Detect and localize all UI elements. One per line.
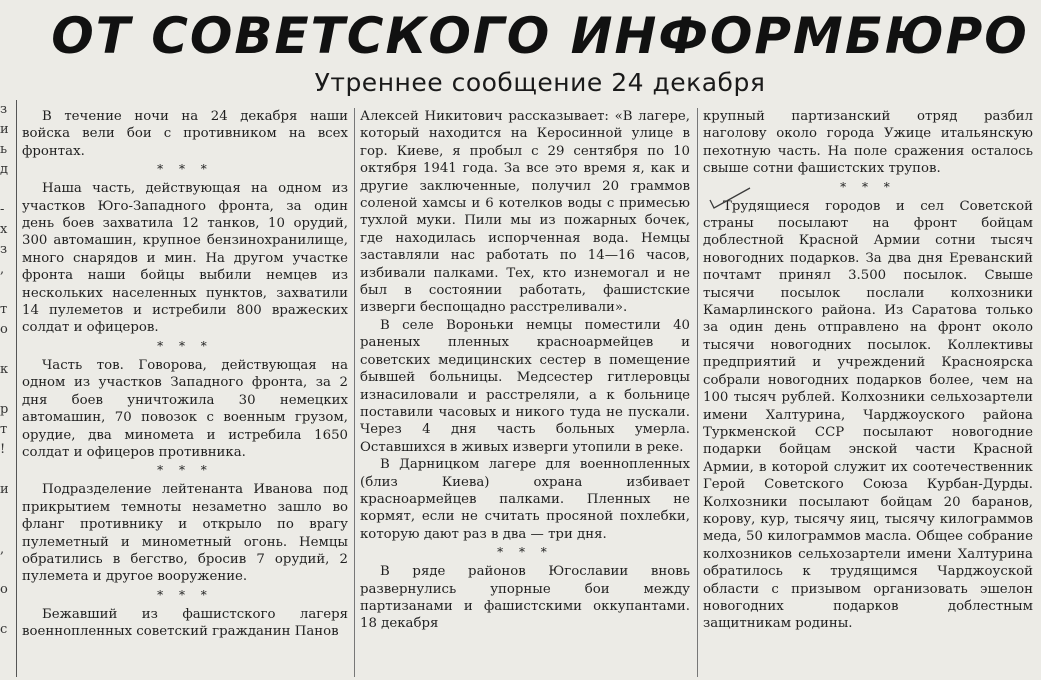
- margin-fragment: з: [0, 102, 8, 117]
- paragraph: Часть тов. Говорова, действующая на одном из участков Западного фронта, за 2 дня боев уничтожила 30 немецких автомашин, 70 повозок с военным грузом, орудие, два миномета и истребила 1650 солдат и офицеров противника.: [22, 357, 348, 460]
- margin-fragment: [0, 660, 14, 680]
- section-separator: * * *: [157, 587, 213, 602]
- margin-fragment: х: [0, 222, 8, 237]
- margin-fragment: [0, 640, 14, 660]
- column-divider: [354, 108, 355, 677]
- margin-fragment: [0, 380, 14, 400]
- margin-fragment: ,: [0, 262, 5, 277]
- pencil-checkmark-icon: [708, 186, 752, 210]
- margin-fragment: и: [0, 482, 9, 497]
- section-separator: * * *: [157, 338, 213, 353]
- margin-fragment: о: [0, 322, 8, 337]
- margin-fragment: о: [0, 582, 8, 597]
- section-separator: * * *: [497, 545, 553, 560]
- margin-fragment: р: [0, 402, 9, 417]
- page-title: ОТ СОВЕТСКОГО ИНФОРМБЮРО: [51, 7, 1029, 65]
- left-column-rule: [16, 100, 17, 677]
- margin-fragment: т: [0, 422, 8, 437]
- column-divider: [697, 108, 698, 677]
- left-margin-fragments: [0, 100, 14, 677]
- article-column-1: [22, 108, 348, 677]
- margin-fragment: и: [0, 122, 9, 137]
- margin-fragment: [0, 340, 14, 360]
- margin-fragment: с: [0, 622, 8, 637]
- margin-fragment: д: [0, 162, 9, 177]
- paragraph: В селе Вороньки немцы поместили 40 раненых пленных красноармейцев и советских медицинских сестер в помещение бывшей больницы. Медсестер гитлеровцы изнасиловали и расстреляли, а к больнице поставили часовых и никого туда не пускали. Через 4 дня часть больных умерла. Оставшихся в живых изверги утопили в реке.: [360, 317, 690, 455]
- margin-fragment: ,: [0, 542, 5, 557]
- margin-fragment: !: [0, 442, 6, 457]
- paragraph: В Дарницком лагере для военнопленных (близ Киева) охрана избивает красноармейцев палками. Пленных не кормят, если не считать просяной похлебки, которую дают раз в два — три дня.: [360, 457, 690, 542]
- margin-fragment: т: [0, 302, 8, 317]
- paragraph: Наша часть, действующая на одном из участков Юго-Западного фронта, за один день боев захватила 12 танков, 10 орудий, 300 автомашин, крупное бензинохранилище, много снарядов и мин. На другом участке фронта наши бойцы выбили немцев из нескольких населенных пунктов, захватили 14 пулеметов и истребили 800 вражеских солдат и офицеров.: [22, 181, 348, 336]
- page-subtitle: Утреннее сообщение 24 декабря: [314, 68, 766, 97]
- article-column-2: [360, 108, 690, 677]
- margin-fragment: [0, 500, 14, 520]
- margin-fragment: [0, 560, 14, 580]
- section-separator: * * *: [157, 162, 213, 177]
- margin-fragment: к: [0, 362, 9, 377]
- margin-fragment: [0, 180, 14, 200]
- margin-fragment: ь: [0, 142, 8, 157]
- paragraph: В течение ночи на 24 декабря наши войска вели бои с противником на всех фронтах.: [22, 109, 348, 159]
- section-separator: * * *: [157, 463, 213, 478]
- paragraph: Трудящиеся городов и сел Советской страны посылают на фронт бойцам доблестной Красной Армии сотни тысяч новогодних подарков. За два дня Ереванский почтамт принял 3.500 посылок. Свыше тысячи посылок послали колхозники Камарлинского района. Из Саратова только за один день отправлено на фронт около тысячи новогодних посылок. Коллективы предприятий и учреждений Красноярска собрали новогодних подарков более, чем на 100 тысяч рублей. Колхозники сельхозартели имени Халтурина, Чарджоуского района Туркменской ССР посылают новогодние подарки бойцам энской части Красной Армии, в которой служит их соотечественник Герой Советского Союза Курбан-Дурды. Колхозники посылают бойцам 20 баранов, корову, кур, тысячу яиц, тысячу килограммов меда, 50 килограммов масла. Общее собрание колхозников сельхозартели имени Халтурина обратилось к трудящимся Чарджоуской области с призывом организовать эшелон новогодних подарков доблестным защитникам родины.: [703, 198, 1033, 632]
- section-separator: * * *: [840, 179, 896, 194]
- article-column-3: [703, 108, 1033, 677]
- margin-fragment: -: [0, 202, 5, 217]
- paragraph: Алексей Никитович рассказывает: «В лагере, который находится на Керосинной улице в гор. Киеве, я пробыл с 29 сентября по 10 октября 1941 года. За все это время я, как и другие заключенные, получил 20 граммов соленой хамсы и 6 котелков воды с примесью тухлой муки. Пили мы из пожарных бочек, где находилась испорченная вода. Немцы заставляли нас работать по 14—16 часов, избивали палками. Тех, кто изнемогал и не был в состоянии работать, фашистские изверги беспощадно расстреливали».: [360, 109, 690, 316]
- paragraph: В ряде районов Югославии вновь развернулись упорные бои между партизанами и фашистскими оккупантами. 18 декабря: [360, 564, 690, 632]
- margin-fragment: з: [0, 242, 8, 257]
- margin-fragment: [0, 460, 14, 480]
- paragraph: Бежавший из фашистского лагеря военнопленных советский гражданин Панов: [22, 606, 348, 640]
- paragraph: крупный партизанский отряд разбил наголову около города Ужице итальянскую пехотную часть. На поле сражения осталось свыше сотни фашистских трупов.: [703, 109, 1033, 177]
- margin-fragment: [0, 600, 14, 620]
- margin-fragment: [0, 280, 14, 300]
- paragraph: Подразделение лейтенанта Иванова под прикрытием темноты незаметно зашло во фланг противнику и открыло по врагу пулеметный и минометный огонь. Немцы обратились в бегство, бросив 7 орудий, 2 пулемета и другое вооружение.: [22, 482, 348, 585]
- margin-fragment: [0, 520, 14, 540]
